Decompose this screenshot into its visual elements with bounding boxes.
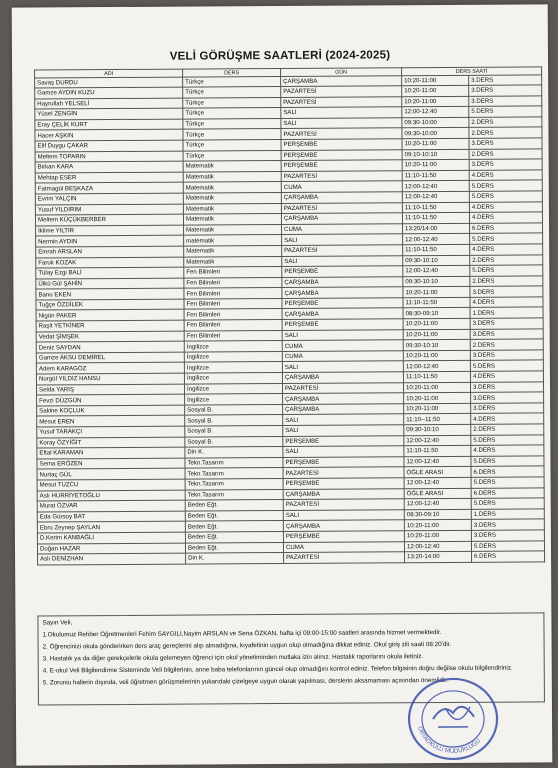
stamp-seal-icon bbox=[409, 679, 497, 760]
time-cell: 12:00-12:40 bbox=[404, 477, 471, 488]
time-cell: 09:30-10:00 bbox=[402, 128, 469, 139]
day-cell: SALI bbox=[282, 361, 403, 372]
day-cell: CUMA bbox=[283, 541, 404, 552]
teacher-name-cell: Tuğçe ÖZDİLEK bbox=[36, 299, 184, 310]
teacher-name-cell: Tülay Ezgi BALİ bbox=[36, 267, 184, 278]
subject-cell: İngilizce bbox=[184, 362, 282, 373]
teacher-name-cell: Ülkü Gül ŞAHİN bbox=[36, 278, 184, 289]
subject-cell: Sosyal B. bbox=[185, 415, 283, 426]
schedule-table bbox=[34, 66, 545, 565]
subject-cell: Türkçe bbox=[183, 150, 281, 161]
lesson-cell: 3.DERS bbox=[471, 403, 544, 414]
day-cell: SALI bbox=[283, 425, 404, 436]
teacher-name-cell: Birkan KARA bbox=[35, 161, 183, 172]
lesson-cell: 5.DERS bbox=[470, 265, 543, 276]
lesson-cell: 5.DERS bbox=[469, 191, 542, 202]
day-cell: ÇARŞAMBA bbox=[281, 192, 402, 203]
time-cell: ÖĞLE ARASI bbox=[404, 467, 471, 478]
time-cell: 12:00-12:40 bbox=[403, 265, 470, 276]
lesson-cell: 2.DERS bbox=[471, 424, 544, 435]
day-cell: SALI bbox=[281, 107, 402, 118]
lesson-cell: 3.DERS bbox=[470, 318, 543, 329]
subject-cell: Tekn.Tasarım bbox=[185, 489, 283, 500]
teacher-name-cell: Ebru Zeynep ŞAYLAN bbox=[37, 521, 185, 532]
day-cell: ÇARŞAMBA bbox=[281, 76, 402, 87]
day-cell: PERŞEMBE bbox=[283, 531, 404, 542]
teacher-name-cell: Hacer AŞKIN bbox=[35, 129, 183, 140]
lesson-cell: 3.DERS bbox=[469, 159, 542, 170]
subject-cell: Sosyal B. bbox=[185, 425, 283, 436]
teacher-name-cell: Yüsel ZENGİN bbox=[35, 108, 183, 119]
teacher-name-cell: İklime YILTIR bbox=[36, 225, 184, 236]
teacher-name-cell: Gamze AKSU DEMİREL bbox=[36, 352, 184, 363]
teacher-name-cell: Mesut TUZCU bbox=[37, 479, 185, 490]
day-cell: ÇARŞAMBA bbox=[283, 393, 404, 404]
time-cell: 11:10-11:50 bbox=[402, 212, 469, 223]
day-cell: CUMA bbox=[281, 181, 402, 192]
time-cell: 10:20-11:00 bbox=[402, 75, 469, 85]
day-cell: PERŞEMBE bbox=[282, 266, 403, 277]
time-cell: 10:20-11:00 bbox=[402, 96, 469, 107]
subject-cell: Fen Bilimleri bbox=[184, 267, 282, 278]
day-cell: SALI bbox=[283, 446, 404, 457]
time-cell: 11:10-11:50 bbox=[403, 244, 470, 255]
subject-cell: Beden Eğt. bbox=[185, 542, 283, 553]
lesson-cell: 4.DERS bbox=[470, 371, 543, 382]
teacher-name-cell: Koray ÖZYİĞİT bbox=[37, 437, 185, 448]
day-cell: CUMA bbox=[282, 340, 403, 351]
note-5: 5. Zoruniu hallerin dışında, veli öğretmen görüşmelerinin yukarıdaki çizelgeye uygun olarak yapılması, derslerin aksamaması açısından önemlidir. bbox=[42, 676, 448, 687]
time-cell: 10:20-11:00 bbox=[403, 329, 470, 340]
teacher-name-cell: Savaş DURDU bbox=[35, 77, 183, 88]
time-cell: 11:10-11:50 bbox=[402, 170, 469, 181]
subject-cell: Fen Bilimleri bbox=[184, 309, 282, 320]
teacher-name-cell: Fevzi DÜZGÜN bbox=[37, 394, 185, 405]
subject-cell: Türkçe bbox=[183, 97, 281, 108]
note-4: 4. E-okul Veli Bilgilendirme Sisteminde Veli bilgilerinin, anne baba telefonlarının güncel olup olmadığını kontrol ediniz. Telefon bilgisinin doğru değilse okulu bilgilendiriniz. bbox=[42, 664, 513, 675]
header-day: GÜN bbox=[281, 68, 402, 77]
lesson-cell: 3.DERS bbox=[471, 392, 544, 403]
time-cell: 10:20-11:00 bbox=[402, 85, 469, 96]
note-1: 1.Okulumuz Rehber Öğretmenleri Fehim SAYGILI,Nayim ARSLAN ve Sena ÖZKAN, hafta içi 09:00-15:00 saatleri arasında hizmet vermektedir. bbox=[42, 629, 442, 639]
teacher-name-cell: Hayrullah YELSELİ bbox=[35, 98, 183, 109]
day-cell: PERŞEMBE bbox=[281, 149, 402, 160]
subject-cell: Matematik bbox=[183, 214, 281, 225]
lesson-cell: 5.DERS bbox=[470, 360, 543, 371]
time-cell: 11:10--11:50 bbox=[404, 414, 471, 425]
time-cell: 09:10-10:10 bbox=[402, 149, 469, 160]
day-cell: CUMA bbox=[282, 351, 403, 362]
time-cell: 08:30-09:10 bbox=[404, 509, 471, 520]
subject-cell: Sosyal B. bbox=[185, 404, 283, 415]
teacher-name-cell: Raşit YETKİNER bbox=[36, 320, 184, 331]
time-cell: 10:20-11:00 bbox=[404, 393, 471, 404]
time-cell: 12:00-12:40 bbox=[402, 191, 469, 202]
teacher-name-cell: Nurgül YILDIZ HANSU bbox=[36, 373, 184, 384]
header-subject: DERS bbox=[183, 69, 281, 78]
teacher-name-cell: Fatmagül BEŞKAZA bbox=[35, 182, 183, 193]
lesson-cell: 3.DERS bbox=[469, 75, 542, 85]
lesson-cell: 4.DERS bbox=[469, 170, 542, 181]
lesson-cell: 6.DERS bbox=[471, 487, 544, 498]
lesson-cell: 5.DERS bbox=[471, 540, 544, 551]
day-cell: PAZARTESİ bbox=[281, 96, 402, 107]
lesson-cell: 3.DERS bbox=[469, 85, 542, 96]
teacher-name-cell: Faruk KOZAK bbox=[36, 257, 184, 268]
teacher-name-cell: Meltem KÜÇÜKBERBER bbox=[35, 214, 183, 225]
lesson-cell: 3.DERS bbox=[469, 96, 542, 107]
subject-cell: Beden Eğt. bbox=[185, 521, 283, 532]
subject-cell: Fen Bilimleri bbox=[184, 298, 282, 309]
teacher-name-cell: Nurtaç GÜL bbox=[37, 468, 185, 479]
lesson-cell: 6.DERS bbox=[470, 223, 543, 234]
teacher-name-cell: Yusuf TARAKÇI bbox=[37, 426, 185, 437]
day-cell: PAZARTESİ bbox=[282, 382, 403, 393]
subject-cell: Matematik bbox=[183, 182, 281, 193]
teacher-name-cell: Nigün PAKER bbox=[36, 310, 184, 321]
subject-cell: Matematik bbox=[183, 171, 281, 182]
time-cell: 08:30-09:10 bbox=[403, 308, 470, 319]
time-cell: 10:20-11:00 bbox=[403, 318, 470, 329]
teacher-name-cell: Emrah ARSLAN bbox=[36, 246, 184, 257]
teacher-name-cell: Mesut EREN bbox=[37, 416, 185, 427]
lesson-cell: 4.DERS bbox=[470, 244, 543, 255]
day-cell: ÇARŞAMBA bbox=[282, 276, 403, 287]
header-name: ADI bbox=[35, 69, 183, 78]
time-cell: 11:10-11:50 bbox=[402, 202, 469, 213]
lesson-cell: 3.DERS bbox=[471, 519, 544, 530]
subject-cell: Tekn.Tasarım bbox=[185, 457, 283, 468]
lesson-cell: 5.DERS bbox=[471, 498, 544, 509]
teacher-name-cell: Murat ÖZVAR bbox=[37, 500, 185, 511]
day-cell: PERŞEMBE bbox=[283, 457, 404, 468]
time-cell: 12:00-12:40 bbox=[404, 435, 471, 446]
subject-cell: matematik bbox=[184, 235, 282, 246]
lesson-cell: 4.DERS bbox=[469, 212, 542, 223]
lesson-cell: 5.DERS bbox=[470, 233, 543, 244]
note-3: 3. Hastalık ya da diğer gerekçelerle okula gelemeyen öğrenci için okul yönetiminden mutlaka izin alınız. Hastalık raporlarını okula iletiniz. bbox=[42, 653, 424, 663]
lesson-cell: 4.DERS bbox=[471, 413, 544, 424]
subject-cell: Türkçe bbox=[183, 87, 281, 98]
day-cell: PAZARTESİ bbox=[281, 86, 402, 97]
lesson-cell: 2.DERS bbox=[469, 127, 542, 138]
time-cell: 13:20/14:00 bbox=[403, 223, 470, 234]
teacher-name-cell: Sakine KOÇLUK bbox=[37, 405, 185, 416]
teacher-name-cell: Aslı HURRİYETOĞLU bbox=[37, 490, 185, 501]
day-cell: ÇARŞAMBA bbox=[282, 372, 403, 383]
time-cell: 12:00-12:40 bbox=[404, 541, 471, 552]
subject-cell: Türkçe bbox=[183, 77, 281, 88]
subject-cell: Fen Bilimleri bbox=[184, 277, 282, 288]
subject-cell: Türkçe bbox=[183, 129, 281, 140]
day-cell: SALI bbox=[282, 255, 403, 266]
time-cell: 11:10-11:50 bbox=[403, 371, 470, 382]
subject-cell: Matematik bbox=[184, 256, 282, 267]
table-body bbox=[35, 75, 545, 565]
day-cell: PAZARTESİ bbox=[284, 552, 405, 563]
day-cell: PERŞEMBE bbox=[281, 139, 402, 150]
time-cell: 09:30-10:10 bbox=[403, 340, 470, 351]
lesson-cell: 2.DERS bbox=[470, 276, 543, 287]
lesson-cell: 1.DERS bbox=[471, 509, 544, 520]
lesson-cell: 3.DERS bbox=[470, 329, 543, 340]
subject-cell: Din K. bbox=[186, 553, 284, 564]
day-cell: ÇARŞAMBA bbox=[281, 213, 402, 224]
day-cell: ÇARŞAMBA bbox=[282, 287, 403, 298]
lesson-cell: 3.DERS bbox=[471, 530, 544, 541]
subject-cell: Fen Bilimleri bbox=[184, 330, 282, 341]
day-cell: PERŞEMBE bbox=[282, 298, 403, 309]
teacher-name-cell: Selda YARIŞ bbox=[36, 384, 184, 395]
time-cell: 13:20-14:00 bbox=[405, 551, 472, 562]
time-cell: 11:10-11:50 bbox=[404, 446, 471, 457]
day-cell: SALI bbox=[282, 329, 403, 340]
lesson-cell: 2.DERS bbox=[470, 254, 543, 265]
document-page bbox=[12, 4, 553, 765]
teacher-name-cell: Evrim YALÇIN bbox=[35, 193, 183, 204]
day-cell: PERŞEMBE bbox=[283, 478, 404, 489]
time-cell: 09:30-10:10 bbox=[403, 255, 470, 266]
page-title: VELİ GÖRÜŞME SAATLERİ (2024-2025) bbox=[169, 49, 391, 63]
day-cell: PAZARTESİ bbox=[281, 171, 402, 182]
day-cell: PERŞEMBE bbox=[281, 160, 402, 171]
day-cell: PAZARTESİ bbox=[282, 245, 403, 256]
lesson-cell: 3.DERS bbox=[470, 350, 543, 361]
subject-cell: Beden Eğt. bbox=[185, 500, 283, 511]
subject-cell: Türkçe bbox=[183, 118, 281, 129]
subject-cell: İngilizce bbox=[184, 373, 282, 384]
subject-cell: Tekn.Tasarım bbox=[185, 478, 283, 489]
lesson-cell: 5.DERS bbox=[471, 434, 544, 445]
day-cell: ÇARŞAMBA bbox=[283, 404, 404, 415]
subject-cell: İngilizce bbox=[184, 351, 282, 362]
time-cell: 11:10-11:50 bbox=[403, 297, 470, 308]
time-cell: 12:00-12:40 bbox=[403, 234, 470, 245]
time-cell: 10:20-11:00 bbox=[403, 382, 470, 393]
time-cell: 12:00-12:40 bbox=[402, 181, 469, 192]
subject-cell: Fen Bilimleri bbox=[184, 320, 282, 331]
subject-cell: Türkçe bbox=[183, 108, 281, 119]
time-cell: 12:00-12:40 bbox=[403, 361, 470, 372]
day-cell: SALI bbox=[283, 510, 404, 521]
lesson-cell: 2.DERS bbox=[470, 339, 543, 350]
teacher-name-cell: Vedat ŞİMŞEK bbox=[36, 331, 184, 342]
lesson-cell: 3.DERS bbox=[470, 382, 543, 393]
teacher-name-cell: Aslı DENİZHAN bbox=[38, 553, 186, 564]
lesson-cell: 3.DERS bbox=[470, 286, 543, 297]
day-cell: PAZARTESİ bbox=[283, 467, 404, 478]
lesson-cell: 5.DERS bbox=[471, 456, 544, 467]
lesson-cell: 6.DERS bbox=[471, 466, 544, 477]
subject-cell: Fen Bilimleri bbox=[184, 288, 282, 299]
day-cell: CUMA bbox=[282, 223, 403, 234]
time-cell: 12:00-12:40 bbox=[402, 107, 469, 118]
time-cell: 10:20-11:00 bbox=[404, 403, 471, 414]
teacher-name-cell: Adem KARAGÖZ bbox=[36, 363, 184, 374]
subject-cell: Sosyal B. bbox=[185, 436, 283, 447]
day-cell: PAZARTESİ bbox=[283, 499, 404, 510]
teacher-name-cell: Eray ÇELİK KURT bbox=[35, 119, 183, 130]
subject-cell: Din K. bbox=[185, 447, 283, 458]
subject-cell: Türkçe bbox=[183, 139, 281, 150]
subject-cell: İngilizce bbox=[184, 341, 282, 352]
time-cell: 10:20-11:00 bbox=[402, 160, 469, 171]
subject-cell: Beden Eğt. bbox=[185, 531, 283, 542]
day-cell: SALI bbox=[281, 118, 402, 129]
lesson-cell: 2.DERS bbox=[469, 148, 542, 159]
teacher-name-cell: Banu EKEN bbox=[36, 288, 184, 299]
day-cell: ÇARŞAMBA bbox=[283, 488, 404, 499]
subject-cell: Matematik bbox=[184, 245, 282, 256]
time-cell: 10:20-11:00 bbox=[404, 530, 471, 541]
day-cell: SALI bbox=[283, 414, 404, 425]
time-cell: 09:30-10:00 bbox=[402, 117, 469, 128]
subject-cell: Tekn.Tasarım bbox=[185, 468, 283, 479]
lesson-cell: 4.DERS bbox=[471, 445, 544, 456]
day-cell: PERŞEMBE bbox=[282, 319, 403, 330]
day-cell: ÇARŞAMBA bbox=[282, 308, 403, 319]
teacher-name-cell: Gamze AYDIN KUZU bbox=[35, 87, 183, 98]
stamp-ring-text: ORTAOKULU MÜDÜRLÜĞÜ bbox=[416, 725, 483, 756]
day-cell: PERŞEMBE bbox=[283, 435, 404, 446]
teacher-name-cell: Doğan HAZAR bbox=[37, 543, 185, 554]
school-seal-stamp bbox=[398, 669, 509, 764]
time-cell: 10:20-11:00 bbox=[404, 520, 471, 531]
lesson-cell: 1.DERS bbox=[470, 307, 543, 318]
teacher-name-cell: Meltem TOPARIN bbox=[35, 151, 183, 162]
teacher-name-cell: Deniz SAYDAN bbox=[36, 341, 184, 352]
subject-cell: Matematik bbox=[184, 224, 282, 235]
time-cell: 09:30-10:10 bbox=[403, 276, 470, 287]
header-lesson-time: DERS SAATİ bbox=[402, 67, 542, 76]
note-greeting: Sayın Veli, bbox=[42, 619, 73, 627]
teacher-name-cell: D.Kerim KANBAĞLI bbox=[37, 532, 185, 543]
subject-cell: Beden Eğt. bbox=[185, 510, 283, 521]
subject-cell: Matematik bbox=[183, 203, 281, 214]
teacher-name-cell: Mehtap ESER bbox=[35, 172, 183, 183]
lesson-cell: 4.DERS bbox=[470, 297, 543, 308]
lesson-cell: 5.DERS bbox=[469, 180, 542, 191]
time-cell: 12:00-12:40 bbox=[404, 499, 471, 510]
time-cell: 10:20-11:00 bbox=[402, 138, 469, 149]
day-cell: SALI bbox=[282, 234, 403, 245]
lesson-cell: 5.DERS bbox=[471, 477, 544, 488]
subject-cell: İngilizce bbox=[185, 394, 283, 405]
day-cell: PAZARTESİ bbox=[281, 128, 402, 139]
teacher-name-cell: Eda Gürsoy BAT bbox=[37, 511, 185, 522]
lesson-cell: 6.DERS bbox=[472, 551, 545, 562]
time-cell: 10:20-11:00 bbox=[403, 350, 470, 361]
subject-cell: Matematik bbox=[183, 161, 281, 172]
teacher-name-cell: Sema ERÖZEN bbox=[37, 458, 185, 469]
table-row bbox=[38, 551, 545, 565]
time-cell: 10:20-11:00 bbox=[403, 287, 470, 298]
lesson-cell: 5.DERS bbox=[469, 106, 542, 117]
time-cell: 12:00-12:40 bbox=[404, 456, 471, 467]
note-2: 2. Öğrencinizi okula gönderirken ders araç gereçlerini alıp almadığına, kıyafetinin uygun olup olmadığına dikkat ediniz. Okul giriş zili saati 08:20'dir. bbox=[42, 640, 452, 651]
lesson-cell: 2.DERS bbox=[469, 117, 542, 128]
lesson-cell: 4.DERS bbox=[469, 201, 542, 212]
teacher-name-cell: Elif Duygu ÇAKAR bbox=[35, 140, 183, 151]
time-cell: 09:30-10:10 bbox=[404, 424, 471, 435]
time-cell: ÖĞLE ARASI bbox=[404, 488, 471, 499]
day-cell: ÇARŞAMBA bbox=[283, 520, 404, 531]
teacher-name-cell: Eftal KARAMAN bbox=[37, 447, 185, 458]
day-cell: PAZARTESİ bbox=[281, 202, 402, 213]
subject-cell: Matematik bbox=[183, 192, 281, 203]
subject-cell: İngilizce bbox=[184, 383, 282, 394]
lesson-cell: 3.DERS bbox=[469, 138, 542, 149]
teacher-name-cell: Yusuf YILDIRIM bbox=[35, 204, 183, 215]
teacher-name-cell: Nermin AYDIN bbox=[36, 235, 184, 246]
